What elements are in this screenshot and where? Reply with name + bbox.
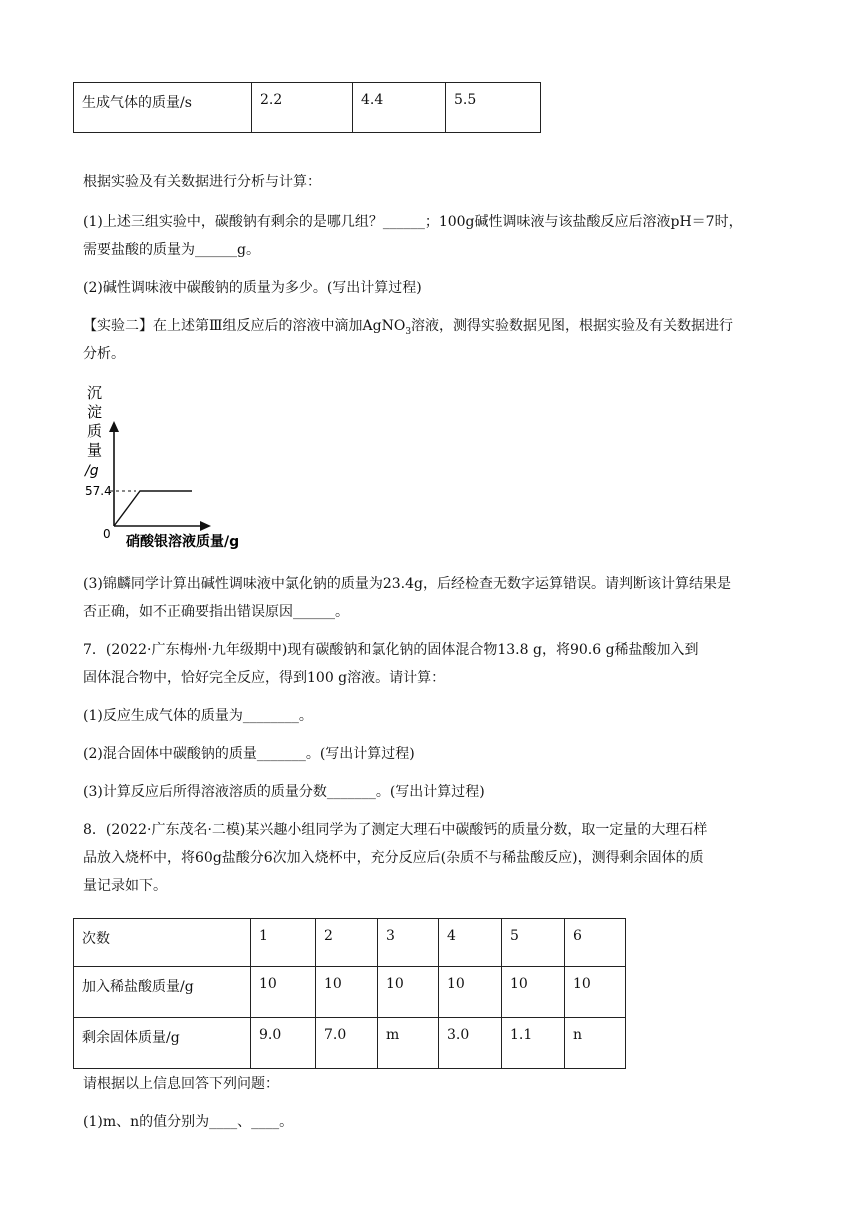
table-row (74, 1018, 626, 1069)
question-7-part-3: (3)计算反应后所得溶液溶质的质量分数_______。(写出计算过程) (83, 784, 485, 800)
question-2: (2)碱性调味液中碳酸钠的质量为多少。(写出计算过程) (83, 280, 422, 296)
residue-table (73, 918, 626, 1069)
table-cell: 生成气体的质量/s (74, 83, 252, 133)
table-cell: 2.2 (252, 83, 353, 133)
origin-label: 0 (103, 527, 111, 541)
y-axis-label-char: 沉 (87, 384, 103, 402)
y-axis-label-char: /g (85, 463, 99, 479)
table-cell: 10 (502, 967, 565, 1018)
experiment-2-line-1 (83, 316, 733, 342)
question-8-line-1: 8．(2022·广东茂名·二模)某兴趣小组同学为了测定大理石中碳酸钙的质量分数，取一定量的大理石样 (83, 822, 708, 838)
question-7-part-1: (1)反应生成气体的质量为________。 (83, 708, 313, 724)
question-7-part-2: (2)混合固体中碳酸钠的质量_______。(写出计算过程) (83, 746, 415, 762)
y-axis-label-char: 量 (87, 441, 103, 459)
x-axis-arrow (200, 521, 211, 531)
question-8-prompt: 请根据以上信息回答下列问题： (83, 1076, 279, 1092)
y-axis-label (83, 384, 102, 479)
table-cell: 7.0 (316, 1018, 378, 1069)
intro-text: 根据实验及有关数据进行分析与计算： (83, 174, 321, 190)
question-8-part-1: (1)m、n的值分别为____、____。 (83, 1114, 294, 1130)
table-header-cell: 5 (502, 919, 565, 967)
table-cell: 10 (378, 967, 439, 1018)
question-8-line-3: 量记录如下。 (83, 878, 167, 894)
table-cell: 1.1 (502, 1018, 565, 1069)
question-3-line-1: (3)锦麟同学计算出碱性调味液中氯化钠的质量为23.4g，后经检查无数字运算错误。请判断该计算结果是 (83, 576, 731, 592)
table-row (74, 83, 541, 133)
table-header-cell: 6 (565, 919, 626, 967)
table-cell: 5.5 (446, 83, 541, 133)
question-7-line-1: 7．(2022·广东梅州·九年级期中)现有碳酸钠和氯化钠的固体混合物13.8 g，将90.6 g稀盐酸加入到 (83, 642, 699, 658)
y-axis-label-char: 质 (87, 422, 103, 440)
table-header-cell: 1 (251, 919, 316, 967)
table-cell: 10 (316, 967, 378, 1018)
precipitate-chart (80, 378, 270, 558)
table-header-cell: 4 (439, 919, 502, 967)
table-row (74, 967, 626, 1018)
question-1-line-2: 需要盐酸的质量为______g。 (83, 242, 260, 258)
table-cell: n (565, 1018, 626, 1069)
gas-mass-table (73, 82, 541, 133)
question-3-line-2: 否正确，如不正确要指出错误原因______。 (83, 604, 349, 620)
experiment-2-text-b: 溶液，测得实验数据见图，根据实验及有关数据进行 (411, 318, 734, 334)
table-cell: 10 (251, 967, 316, 1018)
x-axis-label: 硝酸银溶液质量/g (126, 534, 240, 550)
series-line (114, 491, 192, 526)
question-7-line-2: 固体混合物中，恰好完全反应，得到100 g溶液。请计算： (83, 670, 446, 686)
table-header-cell: 次数 (74, 919, 251, 967)
table-cell: 3.0 (439, 1018, 502, 1069)
table-cell: 9.0 (251, 1018, 316, 1069)
table-row (74, 919, 626, 967)
table-cell: 剩余固体质量/g (74, 1018, 251, 1069)
table-cell: 10 (439, 967, 502, 1018)
table-header-cell: 2 (316, 919, 378, 967)
table-header-cell: 3 (378, 919, 439, 967)
question-8-line-2: 品放入烧杯中，将60g盐酸分6次加入烧杯中，充分反应后(杂质不与稀盐酸反应)，测得剩余固体的质 (83, 850, 704, 866)
experiment-2-text-a: 【实验二】在上述第Ⅲ组反应后的溶液中滴加AgNO (83, 318, 406, 334)
table-cell: m (378, 1018, 439, 1069)
y-axis-label-char: 淀 (87, 403, 103, 421)
y-axis-arrow (109, 421, 119, 432)
y-tick-label: 57.4 (85, 484, 112, 498)
table-cell: 4.4 (353, 83, 446, 133)
experiment-2-line-2: 分析。 (83, 346, 125, 362)
table-cell: 10 (565, 967, 626, 1018)
subscript-3: 3 (405, 326, 412, 337)
table-cell: 加入稀盐酸质量/g (74, 967, 251, 1018)
question-1-line-1: (1)上述三组实验中，碳酸钠有剩余的是哪几组？______；100g碱性调味液与该盐酸反应后溶液pH＝7时， (83, 214, 743, 230)
